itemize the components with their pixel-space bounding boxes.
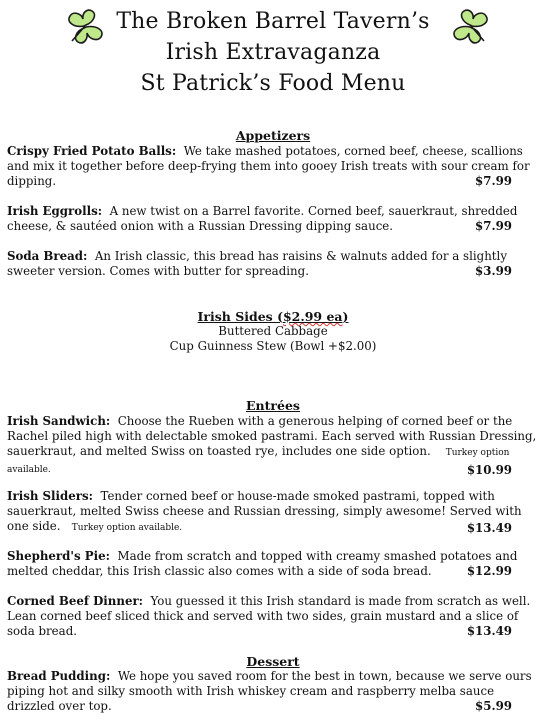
item-description: We hope you saved room for the best in town, because we serve ours piping hot and silky smooth with Irish whiskey cream and raspberry melba sauce drizzled over top. <box>7 669 532 713</box>
item-price: $12.99 <box>461 564 512 579</box>
item-price: $3.99 <box>469 264 512 279</box>
menu-item <box>7 669 541 714</box>
item-price: $7.99 <box>469 219 512 234</box>
item-note: Turkey option available. <box>7 448 510 475</box>
item-description: We take mashed potatoes, corned beef, cheese, scallions and mix it together before deep-frying them into gooey Irish treats with sour cream for dipping. <box>7 144 530 188</box>
item-description: Tender corned beef or house-made smoked pastrami, topped with sauerkraut, melted Swiss cheese and Russian dressing, simply awesome! Served with one side. <box>7 489 522 533</box>
item-description: Made from scratch and topped with creamy smashed potatoes and melted cheddar, this Irish classic also comes with a side of soda bread. <box>7 549 518 578</box>
item-name: Shepherd's Pie: <box>7 549 110 563</box>
item-price: $13.49 <box>461 624 512 639</box>
entrees-heading: Entrées <box>246 398 300 413</box>
item-name: Corned Beef Dinner: <box>7 594 144 608</box>
menu-item <box>7 204 541 234</box>
appetizers-heading: Appetizers <box>235 128 311 143</box>
item-name: Irish Eggrolls: <box>7 204 103 218</box>
item-name: Irish Sandwich: <box>7 414 111 428</box>
sides-heading: Irish Sides ($2.99 ea) <box>197 309 349 324</box>
menu-item <box>7 144 541 189</box>
side-item: Cup Guinness Stew (Bowl +$2.00) <box>169 339 377 353</box>
menu-header <box>0 6 546 99</box>
item-name: Bread Pudding: <box>7 669 111 683</box>
menu-title: St Patrick’s Food Menu <box>140 71 406 96</box>
item-description: You guessed it this Irish standard is made from scratch as well. Lean corned beef sliced thick and served with two sides, grain mustard and a slice of soda bread. <box>7 594 531 638</box>
item-name: Soda Bread: <box>7 249 88 263</box>
tavern-name: The Broken Barrel Tavern’s <box>116 9 430 34</box>
item-note: Turkey option available. <box>71 523 183 533</box>
dessert-heading: Dessert <box>246 654 300 669</box>
item-description: Choose the Rueben with a generous helping of corned beef or the Rachel piled high with delectable smoked pastrami. Each served with Russian Dressing, sauerkraut, and melted Swiss on toasted rye, includes one side option. <box>7 414 537 458</box>
item-price: $7.99 <box>469 174 512 189</box>
item-price: $5.99 <box>469 699 512 714</box>
item-price: $10.99 <box>461 463 512 478</box>
menu-item <box>7 249 541 279</box>
event-title: Irish Extravaganza <box>165 40 381 65</box>
side-item: Buttered Cabbage <box>218 324 328 338</box>
menu-item <box>7 594 541 639</box>
item-description: An Irish classic, this bread has raisins & walnuts added for a slightly sweeter version. Comes with butter for spreading. <box>7 249 507 278</box>
item-name: Crispy Fried Potato Balls: <box>7 144 177 158</box>
sides-price: $2.99 ea <box>282 309 343 324</box>
item-description: A new twist on a Barrel favorite. Corned beef, sauerkraut, shredded cheese, & sautéed onion with a Russian Dressing dipping sauce. <box>7 204 518 233</box>
item-price: $13.49 <box>461 521 512 536</box>
item-name: Irish Sliders: <box>7 489 93 503</box>
menu-item <box>7 549 541 579</box>
menu-item <box>7 489 541 536</box>
menu-item <box>7 414 541 478</box>
